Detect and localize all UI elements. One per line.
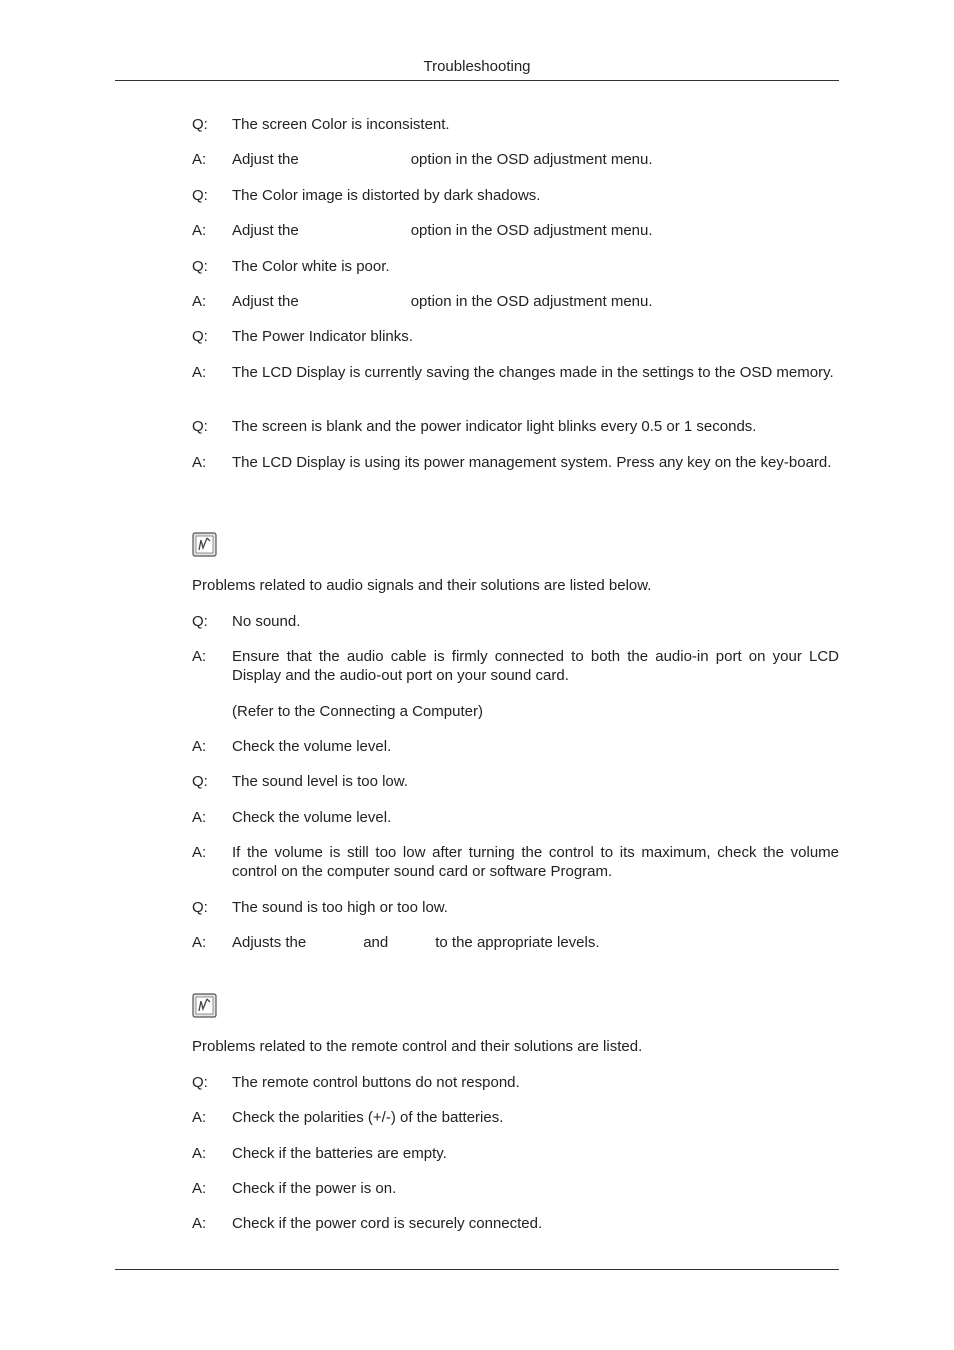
qa-note: (Refer to the Connecting a Computer) [232, 703, 483, 720]
qa-answer: A: Adjust the option in the OSD adjustment menu. [192, 151, 653, 168]
qa-answer: A: Check the polarities (+/-) of the batteries. [192, 1109, 504, 1126]
qa-answer: A: If the volume is still too low after turning the control to its maximum, check the volume control on the computer sound card or software Program. [192, 844, 839, 880]
page-title: Troubleshooting [423, 58, 531, 75]
qa-question: Q: The screen Color is inconsistent. [192, 116, 450, 133]
qa-question: Q: The screen is blank and the power indicator light blinks every 0.5 or 1 seconds. [192, 418, 757, 435]
qa-question: Q: The sound is too high or too low. [192, 899, 448, 916]
qa-answer: A: Adjust the option in the OSD adjustment menu. [192, 293, 653, 310]
footer-divider [115, 1269, 839, 1270]
section-intro: Problems related to audio signals and their solutions are listed below. [192, 577, 652, 594]
header-divider [115, 80, 839, 81]
qa-answer: A: Check if the power is on. [192, 1180, 397, 1197]
note-icon [192, 993, 217, 1018]
qa-answer: A: Check the volume level. [192, 809, 392, 826]
note-icon [192, 532, 217, 557]
qa-question: Q: The Color white is poor. [192, 258, 390, 275]
qa-question: Q: No sound. [192, 613, 301, 630]
qa-answer: A: Check the volume level. [192, 738, 392, 755]
qa-answer: A: Adjust the option in the OSD adjustment menu. [192, 222, 653, 239]
qa-question: Q: The Color image is distorted by dark shadows. [192, 187, 541, 204]
section-intro: Problems related to the remote control and their solutions are listed. [192, 1038, 643, 1055]
qa-question: Q: The sound level is too low. [192, 773, 408, 790]
qa-answer: A: Check if the batteries are empty. [192, 1145, 447, 1162]
qa-answer: A: The LCD Display is currently saving the changes made in the settings to the OSD memory. [192, 364, 834, 381]
qa-answer: A: Ensure that the audio cable is firmly connected to both the audio-in port on your LCD Display and the audio-out port on your sound card. [192, 648, 839, 684]
qa-answer: A: Check if the power cord is securely connected. [192, 1215, 543, 1232]
qa-answer: A: Adjusts the and to the appropriate levels. [192, 934, 600, 951]
qa-question: Q: The remote control buttons do not respond. [192, 1074, 520, 1091]
qa-question: Q: The Power Indicator blinks. [192, 328, 413, 345]
qa-answer: A: The LCD Display is using its power management system. Press any key on the key-board. [192, 454, 832, 471]
